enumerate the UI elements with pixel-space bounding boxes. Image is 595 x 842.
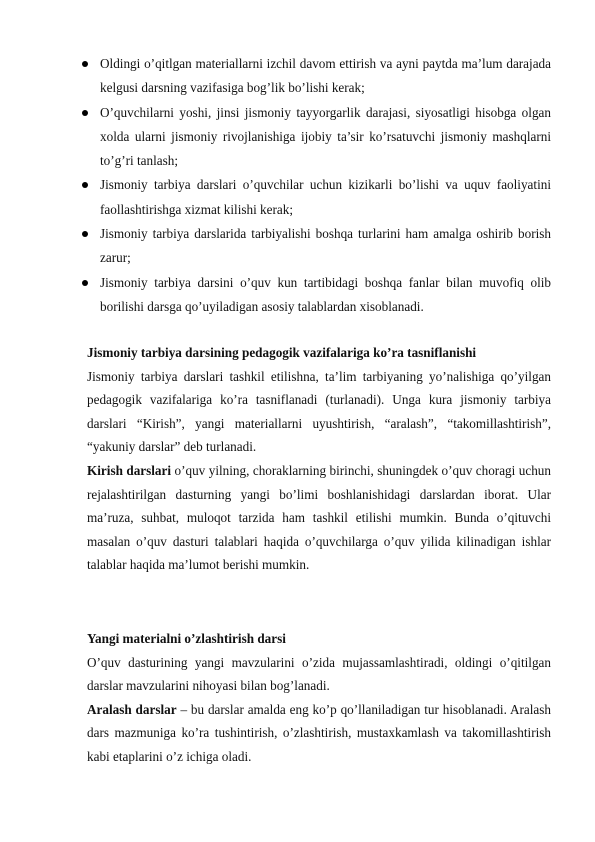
bullet-text: Jismoniy tarbiya darslari o’quvchilar uchun kizikarli bo’lishi va uquv faoliyatini faollashtirishga xizmat kilishi kerak; <box>100 177 551 217</box>
bullet-text: Jismoniy tarbiya darslarida tarbiyalishi boshqa turlarini ham amalga oshirib borish zarur; <box>100 226 551 266</box>
term-bold: Kirish darslari <box>87 462 172 478</box>
bullet-dot-icon <box>82 61 88 67</box>
section-heading: Yangi materialni o’zlashtirish darsi <box>87 631 286 646</box>
paragraph: Jismoniy tarbiya darslari tashkil etilishna, ta’lim tarbiyaning yo’nalishiga qo’yilgan pedagogik vazifalariga ko’ra tasniflanadi (turlanadi). Unga kura jismoniy tarbiya darslari “Kirish”, yangi materiallarni uyushtirish, “aralash”, “takomillashtirish”, “yakuniy darslar” deb turlanadi. <box>87 368 551 455</box>
paragraph <box>87 698 551 769</box>
bullet-dot-icon <box>82 231 88 237</box>
bullet-item <box>100 173 551 222</box>
bullet-item <box>100 52 551 101</box>
paragraph <box>87 459 551 577</box>
section-heading: Jismoniy tarbiya darsining pedagogik vazifalariga ko’ra tasniflanishi <box>87 345 477 360</box>
bullet-text: O’quvchilarni yoshi, jinsi jismoniy tayyorgarlik darajasi, siyosatligi hisobga olgan xolda ularni jismoniy rivojlanishiga ijobiy ta’sir ko’rsatuvchi jismoniy mashqlarni to’g’ri tanlash; <box>100 104 551 169</box>
bullet-dot-icon <box>82 182 88 188</box>
bullet-item <box>100 101 551 174</box>
requirements-bullet-list <box>100 52 551 319</box>
bullet-text: Jismoniy tarbiya darsini o’quv kun tartibidagi boshqa fanlar bilan muvofiq olib borilishi darsga qo’uyiladigan asosiy talablardan xisoblanadi. <box>100 274 551 314</box>
paragraph-text: – bu darslar amalda eng ko’p qo’llaniladigan tur hisoblanadi. Aralash dars mazmuniga ko’ra tushintirish, o’zlashtirish, mustaxkamlash va takomillashtirish kabi etaplarini o’z ichiga oladi. <box>87 701 552 764</box>
bullet-dot-icon <box>82 110 88 116</box>
section-lesson-classification <box>87 341 551 577</box>
section-new-material <box>87 627 551 769</box>
term-bold: Aralash darslar <box>87 701 177 717</box>
paragraph-text: o’quv yilning, choraklarning birinchi, shuningdek o’quv choragi uchun rejalashtirilgan dasturning yangi bo’limi boshlanishidagi darslardan iborat. Ular ma’ruza, suhbat, muloqot tarzida ham tashkil etilishi mumkin. Bunda o’qituvchi masalan o’quv dasturi talablari haqida o’quvchilarga o’quv yilida kilinadigan ishlar talablar haqida ma’lumot berishi mumkin. <box>87 462 551 573</box>
bullet-dot-icon <box>82 280 88 286</box>
paragraph: O’quv dasturining yangi mavzularini o’zida mujassamlashtiradi, oldingi o’qitilgan darslar mavzularini nihoyasi bilan bog’lanadi. <box>87 654 551 694</box>
bullet-item <box>100 271 551 320</box>
bullet-text: Oldingi o’qitlgan materiallarni izchil davom ettirish va ayni paytda ma’lum darajada kelgusi darsning vazifasiga bog’lik bo’lishi kerak; <box>100 56 551 96</box>
bullet-item <box>100 222 551 271</box>
